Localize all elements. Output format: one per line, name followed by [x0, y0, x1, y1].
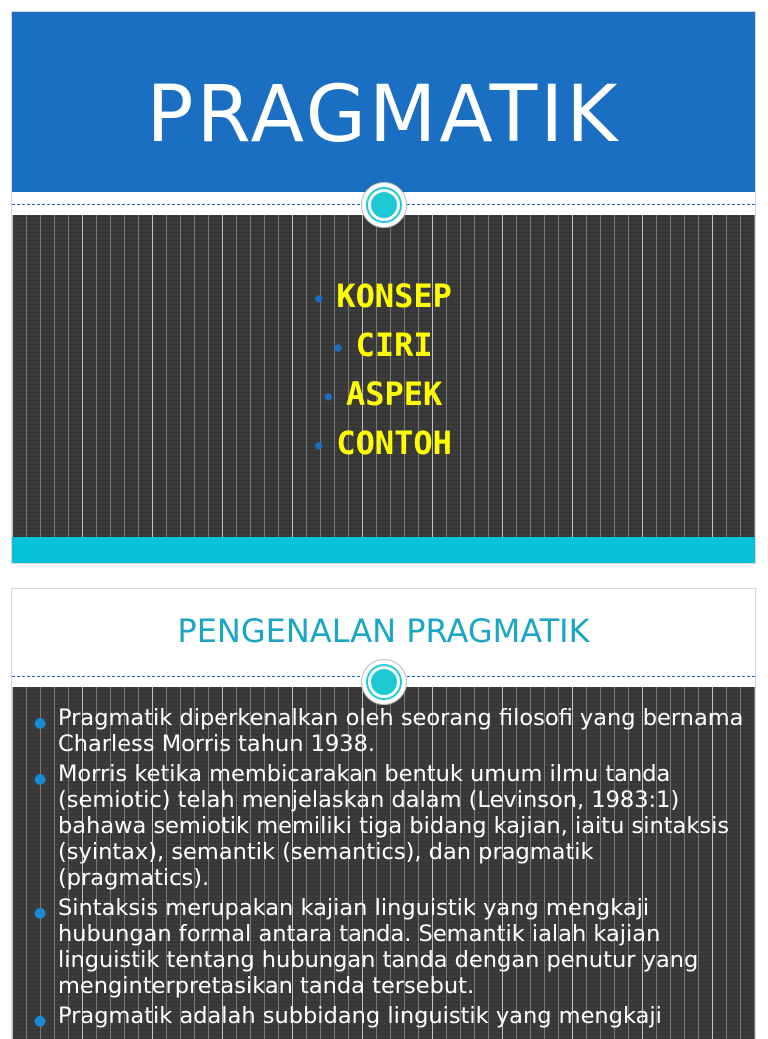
- topic-label: CONTOH: [336, 424, 452, 462]
- bullet-item: [32, 705, 747, 757]
- bullet-dot-icon: ●: [315, 438, 323, 452]
- circle-ornament-icon: [361, 182, 407, 228]
- bullet-dot-icon: ●: [324, 389, 332, 403]
- topic-label: ASPEK: [345, 375, 443, 413]
- topic-label: CIRI: [355, 326, 433, 364]
- slide-1: [12, 12, 755, 563]
- slide-title: PRAGMATIK: [146, 70, 621, 160]
- topic-label: KONSEP: [336, 277, 452, 315]
- bullet-list: [32, 705, 747, 1033]
- circle-ornament-inner: [368, 666, 400, 698]
- bullet-text: Pragmatik diperkenalkan oleh seorang filosofi yang bernama Charless Morris tahun 1938.: [58, 705, 744, 757]
- topic-item: [12, 372, 755, 421]
- bullet-dot-icon: ●: [334, 340, 342, 354]
- circle-ornament-inner: [368, 189, 400, 221]
- bullet-dot-icon: ●: [34, 771, 47, 787]
- slide-heading: PENGENALAN PRAGMATIK: [177, 612, 590, 650]
- bullet-dot-icon: ●: [34, 715, 47, 731]
- bullet-item: [32, 895, 747, 999]
- title-header: [12, 12, 755, 192]
- topic-item: [12, 421, 755, 470]
- topic-item: [12, 274, 755, 323]
- circle-ornament-icon: [361, 659, 407, 705]
- bullet-text: Morris ketika membicarakan bentuk umum ilmu tanda (semiotic) telah menjelaskan dalam (Levinson, 1983:1) bahawa semiotik memiliki tiga bidang kajian, iaitu sintaksis (syintax), semantik (semantics), dan pragmatik (pragmatics).: [58, 761, 730, 891]
- bullet-item: [32, 1003, 747, 1029]
- slide-2: [12, 589, 755, 1039]
- bullet-text: Pragmatik adalah subbidang linguistik yang mengkaji: [58, 1003, 662, 1029]
- bullet-dot-icon: ●: [315, 291, 323, 305]
- bullet-dot-icon: ●: [34, 905, 47, 921]
- topic-item: [12, 323, 755, 372]
- bullet-item: [32, 761, 747, 891]
- footer-band: [12, 537, 755, 563]
- topic-list: [12, 274, 755, 470]
- bullet-text: Sintaksis merupakan kajian linguistik yang mengkaji hubungan formal antara tanda. Semantik ialah kajian linguistik tentang hubungan tanda dengan penutur yang menginterpretasikan tanda tersebut.: [58, 895, 699, 999]
- bullet-dot-icon: ●: [34, 1013, 47, 1029]
